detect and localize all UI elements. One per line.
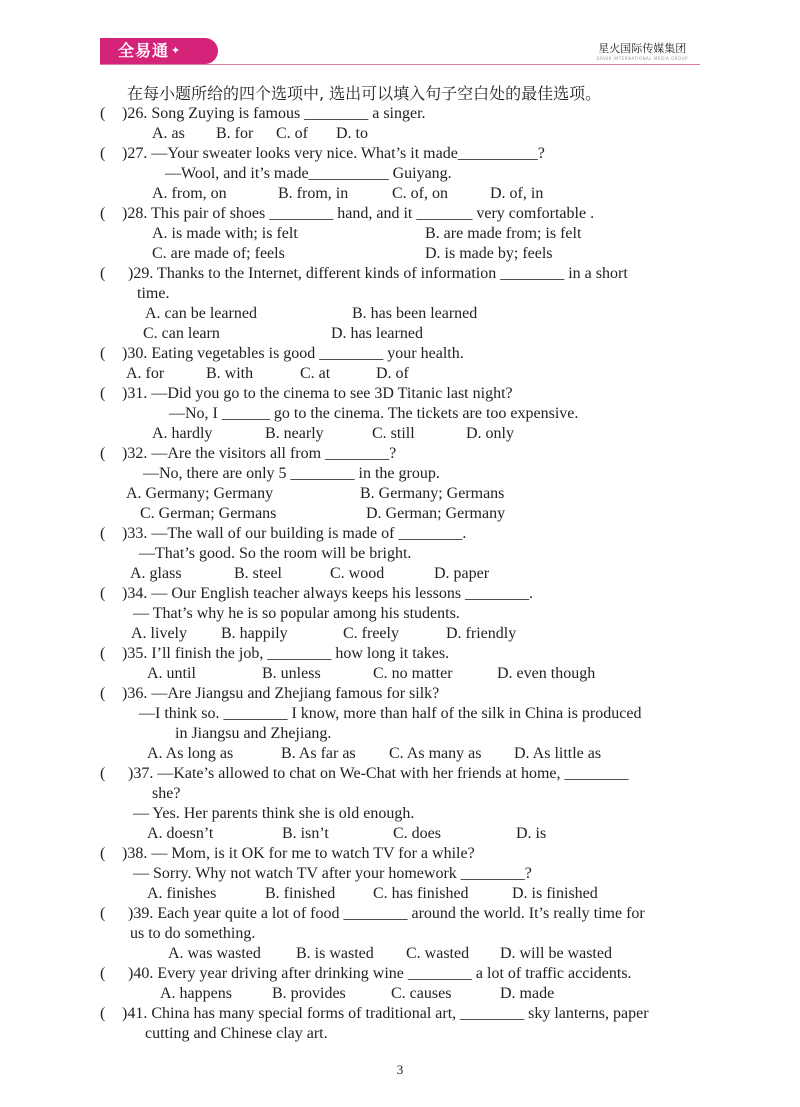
- question-32-stem: )32. —Are the visitors all from ________?: [122, 445, 397, 462]
- option-b: B. has been learned: [352, 305, 478, 322]
- answer-paren: (: [100, 205, 106, 222]
- option-d: D. of: [376, 365, 409, 382]
- question-31-reply: —No, I ______ go to the cinema. The tickets are too expensive.: [169, 405, 579, 422]
- option-a: A. hardly: [152, 425, 213, 442]
- option-d: D. has learned: [331, 325, 423, 342]
- answer-paren: (: [100, 1005, 106, 1022]
- star-icon: ✦: [171, 44, 182, 57]
- question-27-reply: —Wool, and it’s made__________ Guiyang.: [165, 165, 452, 182]
- option-d: D. paper: [434, 565, 490, 582]
- option-c: C. of, on: [392, 185, 448, 202]
- option-d: D. made: [500, 985, 555, 1002]
- option-d: D. of, in: [490, 185, 544, 202]
- option-a: A. can be learned: [145, 305, 257, 322]
- option-a: A. glass: [130, 565, 182, 582]
- section-instruction: 在每小题所给的四个选项中, 选出可以填入句子空白处的最佳选项。: [127, 84, 602, 103]
- answer-paren: (: [100, 385, 106, 402]
- question-31-stem: )31. —Did you go to the cinema to see 3D Titanic last night?: [122, 385, 513, 402]
- option-c: C. freely: [343, 625, 399, 642]
- option-b: B. from, in: [278, 185, 349, 202]
- option-b: B. for: [216, 125, 254, 142]
- option-b: B. are made from; is felt: [425, 225, 582, 242]
- answer-paren: (: [100, 685, 106, 702]
- option-c: C. wasted: [406, 945, 470, 962]
- logo-text: 全易通: [118, 41, 170, 60]
- answer-paren: (: [100, 965, 106, 982]
- option-a: A. from, on: [152, 185, 227, 202]
- question-35-stem: )35. I’ll finish the job, ________ how long it takes.: [122, 645, 450, 662]
- option-d: D. As little as: [514, 745, 602, 762]
- question-36-reply: —I think so. ________ I know, more than half of the silk in China is produced: [139, 705, 642, 722]
- answer-paren: (: [100, 905, 106, 922]
- option-a: A. As long as: [147, 745, 234, 762]
- option-b: B. with: [206, 365, 254, 382]
- publisher-brand: [596, 40, 688, 61]
- question-37-stem-cont: she?: [152, 785, 181, 802]
- option-c: C. still: [372, 425, 415, 442]
- answer-paren: (: [100, 345, 106, 362]
- question-29-stem-cont: time.: [137, 285, 170, 302]
- option-a: A. as: [152, 125, 185, 142]
- question-33-stem: )33. —The wall of our building is made of ________.: [122, 525, 467, 542]
- option-b: B. steel: [234, 565, 282, 582]
- option-a: A. lively: [131, 625, 187, 642]
- question-32-reply: —No, there are only 5 ________ in the group.: [143, 465, 440, 482]
- option-c: C. can learn: [143, 325, 220, 342]
- question-28-stem: )28. This pair of shoes ________ hand, and it _______ very comfortable .: [122, 205, 595, 222]
- answer-paren: (: [100, 105, 106, 122]
- option-c: C. causes: [391, 985, 452, 1002]
- option-d: D. is: [516, 825, 547, 842]
- option-d: D. is made by; feels: [425, 245, 553, 262]
- option-d: D. to: [336, 125, 368, 142]
- question-34-reply: — That’s why he is so popular among his students.: [133, 605, 460, 622]
- brand-name-cn: 星火国际传媒集团: [598, 42, 687, 55]
- answer-paren: (: [100, 445, 106, 462]
- option-d: D. even though: [497, 665, 596, 682]
- option-b: B. Germany; Germans: [360, 485, 505, 502]
- page-header: [0, 0, 800, 70]
- option-c: C. wood: [330, 565, 385, 582]
- option-b: B. happily: [221, 625, 288, 642]
- option-a: A. until: [147, 665, 196, 682]
- option-a: A. doesn’t: [147, 825, 214, 842]
- question-26-stem: )26. Song Zuying is famous ________ a singer.: [122, 105, 426, 122]
- option-c: C. of: [276, 125, 308, 142]
- option-b: B. isn’t: [282, 825, 329, 842]
- question-41-stem-cont: cutting and Chinese clay art.: [145, 1025, 328, 1042]
- question-37-reply: — Yes. Her parents think she is old enough.: [133, 805, 415, 822]
- answer-paren: (: [100, 845, 106, 862]
- option-d: D. only: [466, 425, 514, 442]
- option-c: C. are made of; feels: [152, 245, 285, 262]
- question-36-reply-cont: in Jiangsu and Zhejiang.: [175, 725, 332, 742]
- option-c: C. at: [300, 365, 331, 382]
- option-d: D. is finished: [512, 885, 598, 902]
- answer-paren: (: [100, 765, 106, 782]
- question-38-stem: )38. — Mom, is it OK for me to watch TV for a while?: [122, 845, 475, 862]
- option-c: C. German; Germans: [140, 505, 277, 522]
- answer-paren: (: [100, 585, 106, 602]
- answer-paren: (: [100, 525, 106, 542]
- answer-paren: (: [100, 645, 106, 662]
- header-divider: [100, 64, 700, 65]
- option-b: B. is wasted: [296, 945, 374, 962]
- option-d: D. will be wasted: [500, 945, 612, 962]
- option-a: A. happens: [160, 985, 232, 1002]
- page-number: 3: [396, 1062, 404, 1077]
- question-36-stem: )36. —Are Jiangsu and Zhejiang famous for silk?: [122, 685, 440, 702]
- option-b: B. nearly: [265, 425, 324, 442]
- question-34-stem: )34. — Our English teacher always keeps his lessons ________.: [122, 585, 534, 602]
- question-39-stem: )39. Each year quite a lot of food ________ around the world. It’s really time for: [128, 905, 645, 922]
- answer-paren: (: [100, 145, 106, 162]
- option-b: B. As far as: [281, 745, 356, 762]
- option-d: D. friendly: [446, 625, 517, 642]
- question-39-stem-cont: us to do something.: [130, 925, 256, 942]
- option-b: B. provides: [272, 985, 346, 1002]
- question-27-stem: )27. —Your sweater looks very nice. What’s it made__________?: [122, 145, 545, 162]
- brand-name-en: SPARK INTERNATIONAL MEDIA GROUP: [596, 56, 688, 61]
- option-c: C. no matter: [373, 665, 453, 682]
- option-c: C. As many as: [389, 745, 482, 762]
- question-29-stem: )29. Thanks to the Internet, different kinds of information ________ in a short: [128, 265, 628, 282]
- option-a: A. Germany; Germany: [126, 485, 274, 502]
- option-c: C. has finished: [373, 885, 469, 902]
- question-41-stem: )41. China has many special forms of traditional art, ________ sky lanterns, paper: [122, 1005, 649, 1022]
- question-30-stem: )30. Eating vegetables is good ________ your health.: [122, 345, 464, 362]
- option-c: C. does: [393, 825, 441, 842]
- option-a: A. is made with; is felt: [152, 225, 298, 242]
- question-40-stem: )40. Every year driving after drinking wine ________ a lot of traffic accidents.: [128, 965, 632, 982]
- option-a: A. was wasted: [168, 945, 261, 962]
- publisher-logo: [100, 38, 218, 64]
- option-a: A. finishes: [147, 885, 217, 902]
- answer-paren: (: [100, 265, 106, 282]
- question-37-stem: )37. —Kate’s allowed to chat on We-Chat with her friends at home, ________: [128, 765, 629, 782]
- option-b: B. unless: [262, 665, 321, 682]
- option-b: B. finished: [265, 885, 336, 902]
- option-d: D. German; Germany: [366, 505, 506, 522]
- option-a: A. for: [126, 365, 165, 382]
- question-38-reply: — Sorry. Why not watch TV after your homework ________?: [133, 865, 532, 882]
- question-33-reply: —That’s good. So the room will be bright.: [139, 545, 412, 562]
